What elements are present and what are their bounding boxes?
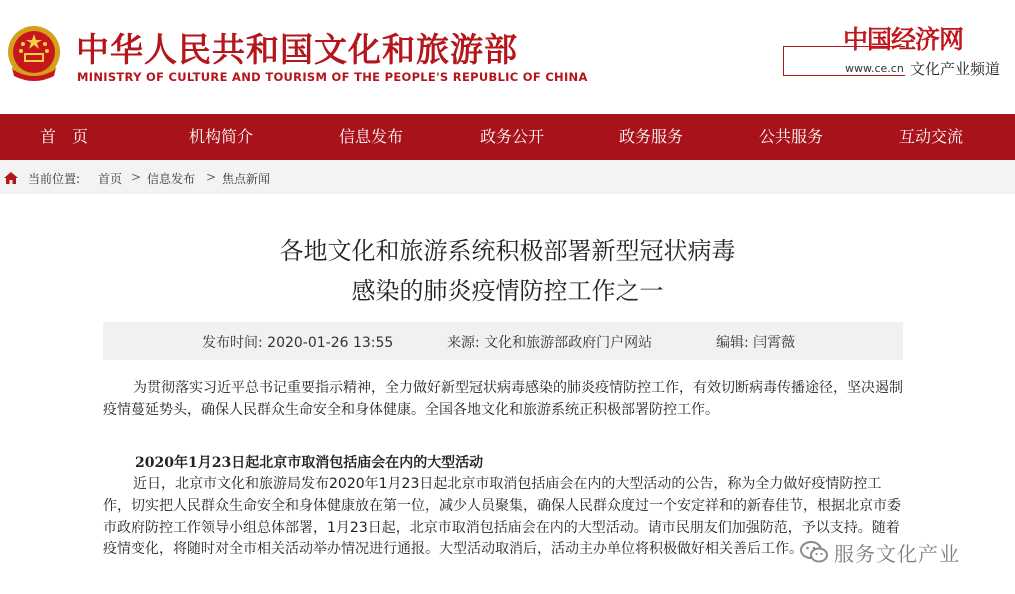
nav-item-public-services[interactable]: 公共服务 <box>759 127 824 146</box>
wechat-watermark <box>800 534 960 570</box>
article-subheading: 2020年1月23日起北京市取消包括庙会在内的大型活动 <box>135 455 484 471</box>
ministry-name-cn: 中华人民共和国文化和旅游部 <box>76 30 518 69</box>
watermark-text: 服务文化产业 <box>834 541 960 566</box>
nav-item-home[interactable]: 首 页 <box>40 127 89 146</box>
article-body-paragraph: 近日，北京市文化和旅游局发布2020年1月23日起北京市取消包括庙会在内的大型活动的公告，称为全力做好疫情防控工作，切实把人民群众生命安全和身体健康放在第一位，减少人员聚集，确保人民群众度过一个安定祥和的新春佳节，根据北京市委市政府防控工作领导小组总体部署，1月23日起，北京市取消包括庙会在内的大型活动。请市民朋友们加强防范，予以支持。随着疫情变化，将随时对全市相关活动举办情况进行通报。大型活动取消后，活动主办单位将积极做好相关善后工作。 <box>103 476 901 558</box>
site-header <box>0 0 1015 114</box>
breadcrumb-news[interactable]: 信息发布 <box>147 172 196 186</box>
partner-url[interactable]: www.ce.cn <box>845 62 904 75</box>
breadcrumb <box>0 160 1015 194</box>
breadcrumb-label: 当前位置: <box>28 172 81 186</box>
article-editor: 编辑: 闫霄薇 <box>716 335 796 351</box>
nav-item-gov-affairs[interactable]: 政务公开 <box>480 127 545 146</box>
partner-channel: 文化产业频道 <box>910 60 1001 78</box>
national-emblem-icon <box>4 24 64 84</box>
breadcrumb-separator: > <box>131 170 142 184</box>
breadcrumb-home[interactable]: 首页 <box>98 172 123 186</box>
breadcrumb-focus-news[interactable]: 焦点新闻 <box>222 172 271 186</box>
article-title-line2: 感染的肺炎疫情防控工作之一 <box>351 277 664 305</box>
article-intro-paragraph: 为贯彻落实习近平总书记重要指示精神，全力做好新型冠状病毒感染的肺炎疫情防控工作，有效切断病毒传播途径，坚决遏制疫情蔓延势头，确保人民群众生命安全和身体健康。全国各地文化和旅游系统正积极部署防控工作。 <box>103 380 903 418</box>
home-icon <box>4 172 18 184</box>
nav-item-about[interactable]: 机构简介 <box>189 127 254 146</box>
nav-item-gov-services[interactable]: 政务服务 <box>619 127 684 146</box>
breadcrumb-separator: > <box>206 170 217 184</box>
nav-item-interaction[interactable]: 互动交流 <box>899 127 964 146</box>
partner-logo[interactable]: 中国经济网 <box>843 25 964 54</box>
article-meta-bar <box>103 322 903 360</box>
article-title-line1: 各地文化和旅游系统积极部署新型冠状病毒 <box>279 237 736 265</box>
article-source: 来源: 文化和旅游部政府门户网站 <box>447 335 653 351</box>
nav-item-news[interactable]: 信息发布 <box>339 127 404 146</box>
main-nav <box>0 114 1015 160</box>
wechat-icon <box>800 540 828 564</box>
publish-time: 发布时间: 2020-01-26 13:55 <box>202 335 394 351</box>
ministry-name-en: MINISTRY OF CULTURE AND TOURISM OF THE PEOPLE'S REPUBLIC OF CHINA <box>77 70 588 84</box>
